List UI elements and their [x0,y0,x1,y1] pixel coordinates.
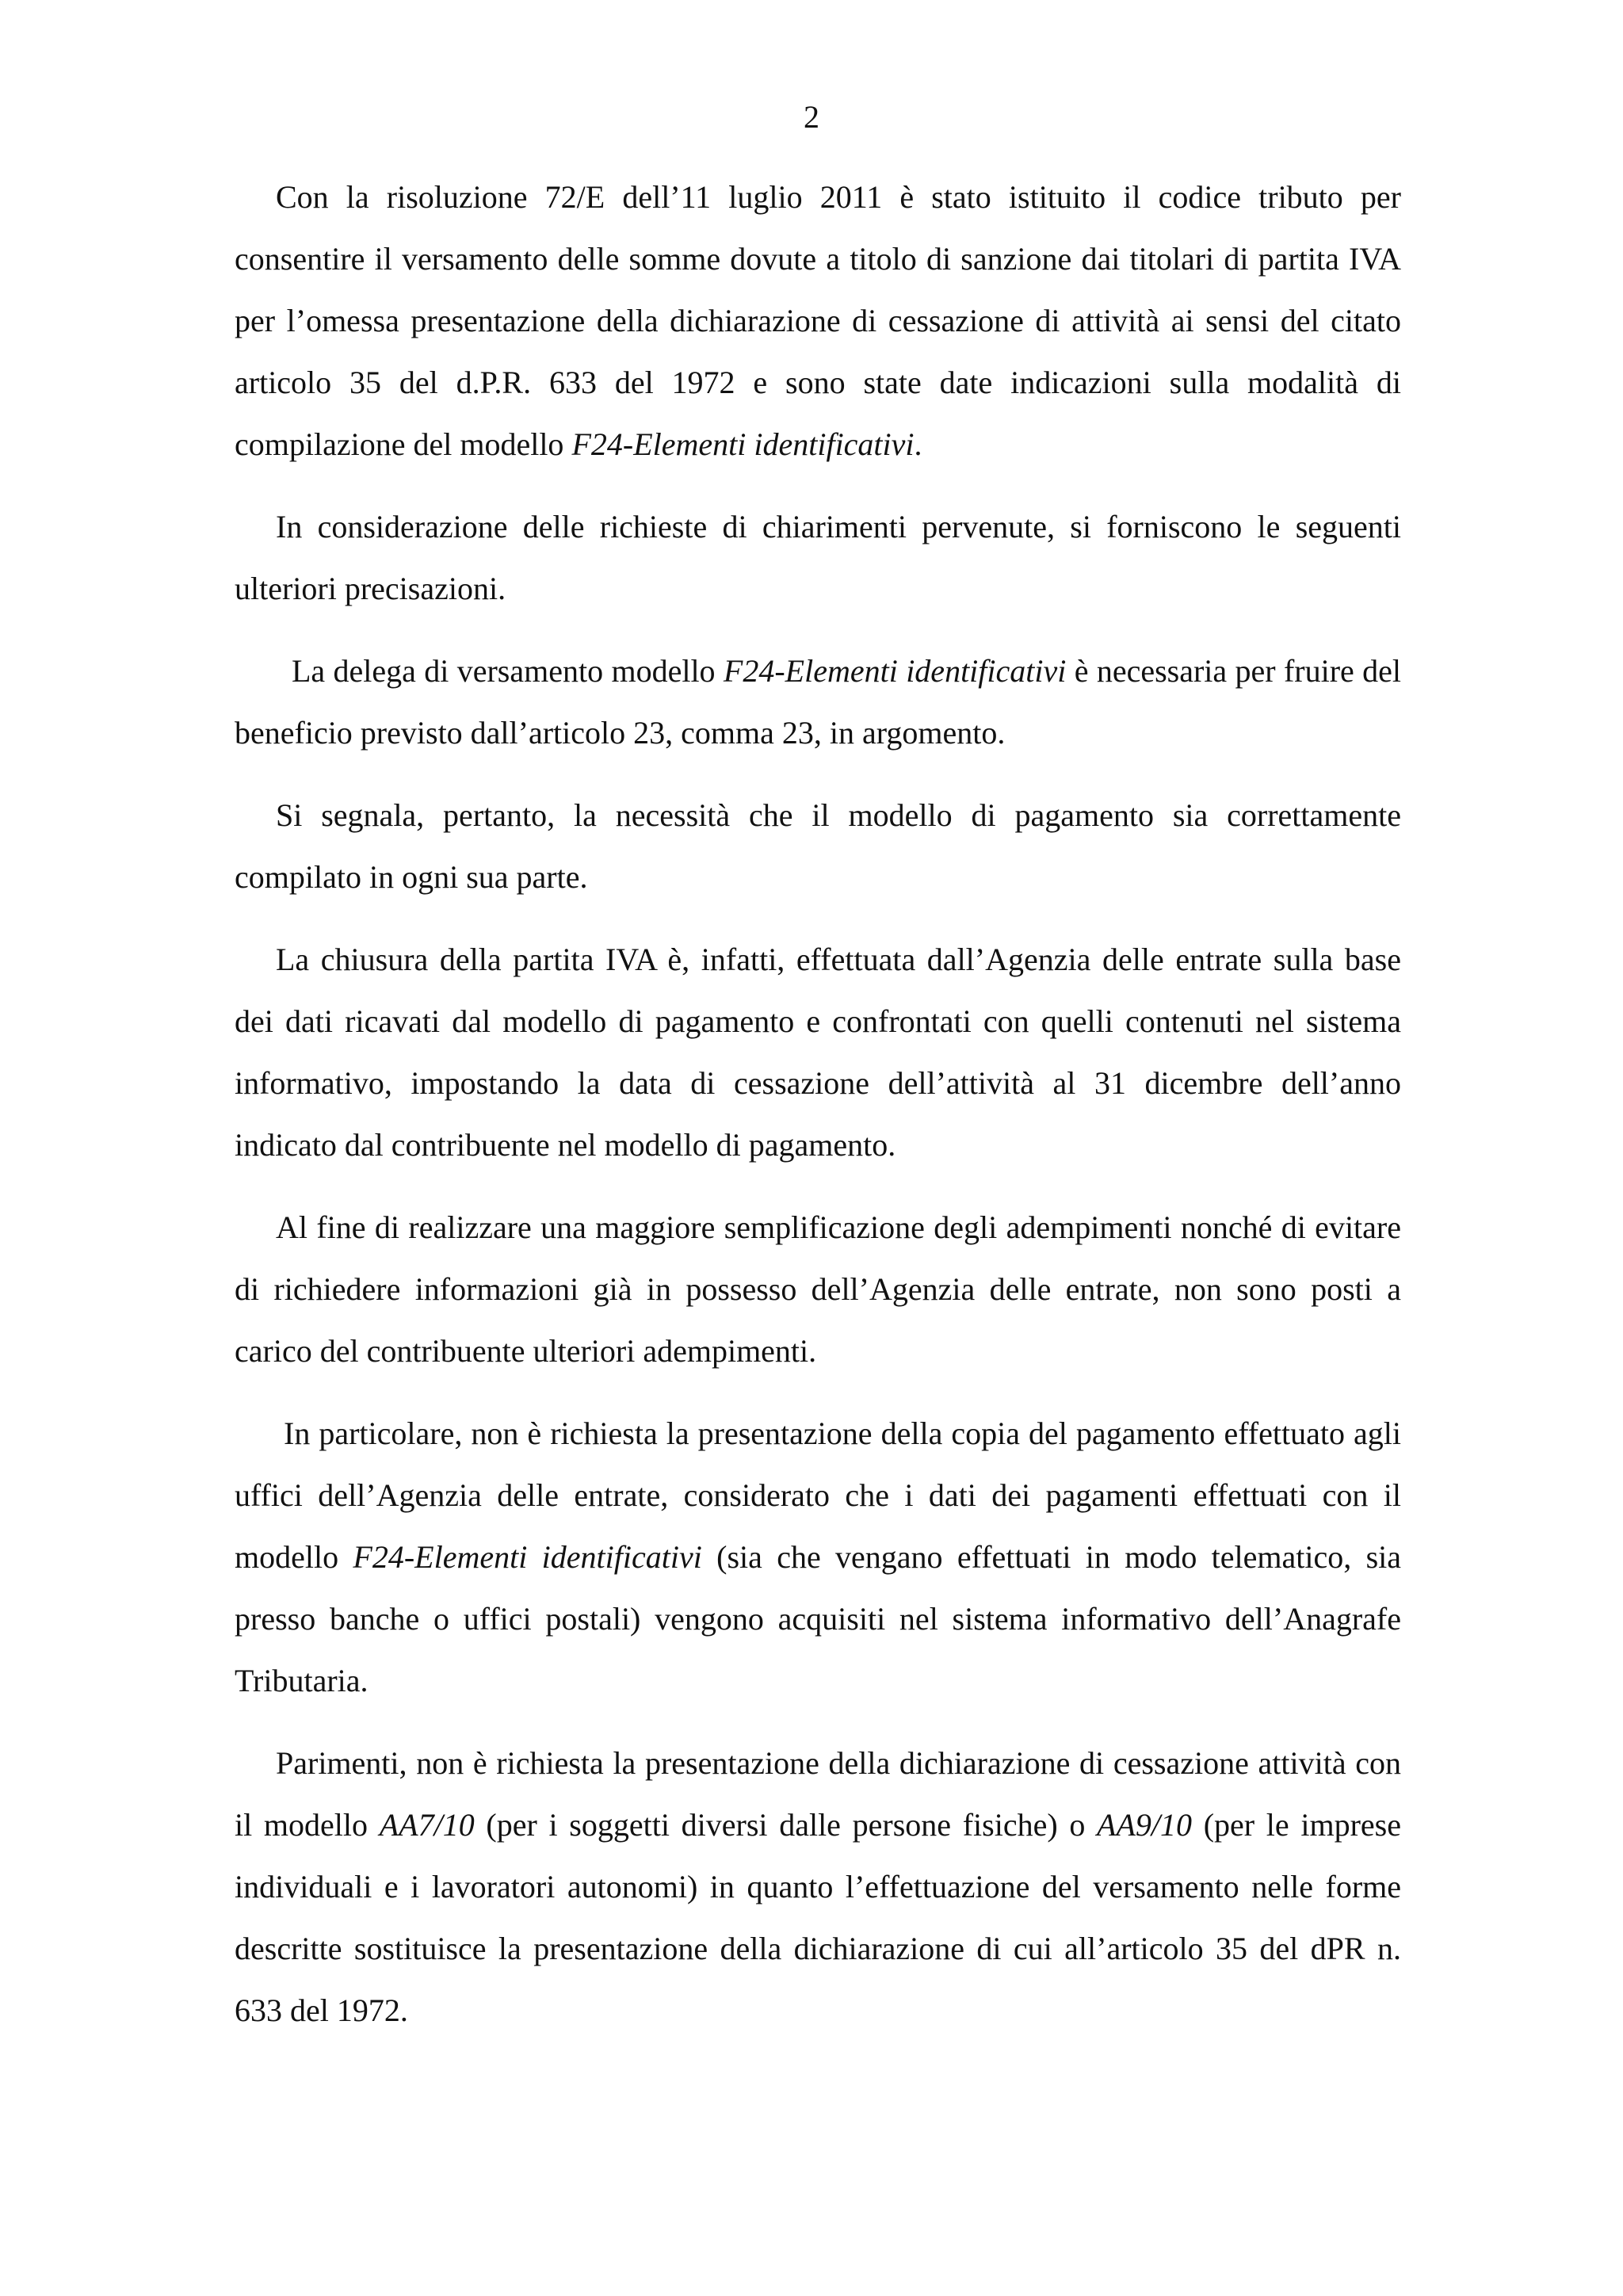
paragraph-5 [235,929,1401,1176]
paragraph-1-end: . [914,426,922,462]
document-body [235,166,1401,2062]
paragraph-6 [235,1197,1401,1382]
paragraph-3 [235,640,1401,764]
paragraph-7-italic-model: F24-Elementi identificativi [353,1539,702,1575]
paragraph-1-italic-model: F24-Elementi identificativi [571,426,915,462]
paragraph-2 [235,496,1401,620]
paragraph-4 [235,785,1401,908]
paragraph-8-italic-aa9: AA9/10 [1097,1807,1193,1843]
paragraph-5-text: La chiusura della partita IVA è, infatti, effettuata dall’Agenzia delle entrate sulla base dei dati ricavati dal modello di pagamento e confrontati con quelli contenuti nel sistema informativo, impostando la data di cessazione dell’attività al 31 dicembre dell’anno indicato dal contribuente nel modello di pagamento. [235,942,1401,1163]
paragraph-7-text-end: (sia che vengano effettuati in modo telematico, sia presso banche o uffici postali) vengono acquisiti nel sistema informativo dell’Anagrafe Tributaria. [235,1539,1401,1698]
paragraph-6-text: Al fine di realizzare una maggiore semplificazione degli adempimenti nonché di evitare di richiedere informazioni già in possesso dell’Agenzia delle entrate, non sono posti a carico del contribuente ulteriori adempimenti. [235,1209,1401,1369]
paragraph-8-italic-aa7: AA7/10 [379,1807,475,1843]
paragraph-1-text: Con la risoluzione 72/E dell’11 luglio 2011 è stato istituito il codice tributo per consentire il versamento delle somme dovute a titolo di sanzione dai titolari di partita IVA per l’omessa presentazione della dichiarazione di cessazione di attività ai sensi del citato articolo 35 del d.P.R. 633 del 1972 e sono state date indicazioni sulla modalità di compilazione del modello [235,179,1401,462]
paragraph-8-text-start: Parimenti, non è richiesta la presentazione della dichiarazione di cessazione attività con il modello [235,1745,1401,1843]
paragraph-8-text-end: (per le imprese individuali e i lavoratori autonomi) in quanto l’effettuazione del versamento nelle forme descritte sostituisce la presentazione della dichiarazione di cui all’articolo 35 del dPR n. 633 del 1972. [235,1807,1401,2028]
paragraph-3-italic-model: F24-Elementi identificativi [723,653,1067,689]
page-number: 2 [804,99,819,135]
paragraph-4-text: Si segnala, pertanto, la necessità che il modello di pagamento sia correttamente compilato in ogni sua parte. [235,797,1401,895]
paragraph-2-text: In considerazione delle richieste di chiarimenti pervenute, si forniscono le seguenti ulteriori precisazioni. [235,509,1401,606]
paragraph-3-text-start: La delega di versamento modello [292,653,724,689]
paragraph-1 [235,166,1401,476]
paragraph-7-text-start: In particolare, non è richiesta la presentazione della copia del pagamento effettuato agli uffici dell’Agenzia delle entrate, considerato che i dati dei pagamenti effettuati con il modello [235,1415,1401,1575]
paragraph-3-text-end: è necessaria per fruire del beneficio previsto dall’articolo 23, comma 23, in argomento. [235,653,1402,751]
paragraph-7 [235,1403,1401,1712]
paragraph-8 [235,1733,1401,2042]
paragraph-8-text-mid: (per i soggetti diversi dalle persone fisiche) o [474,1807,1098,1843]
